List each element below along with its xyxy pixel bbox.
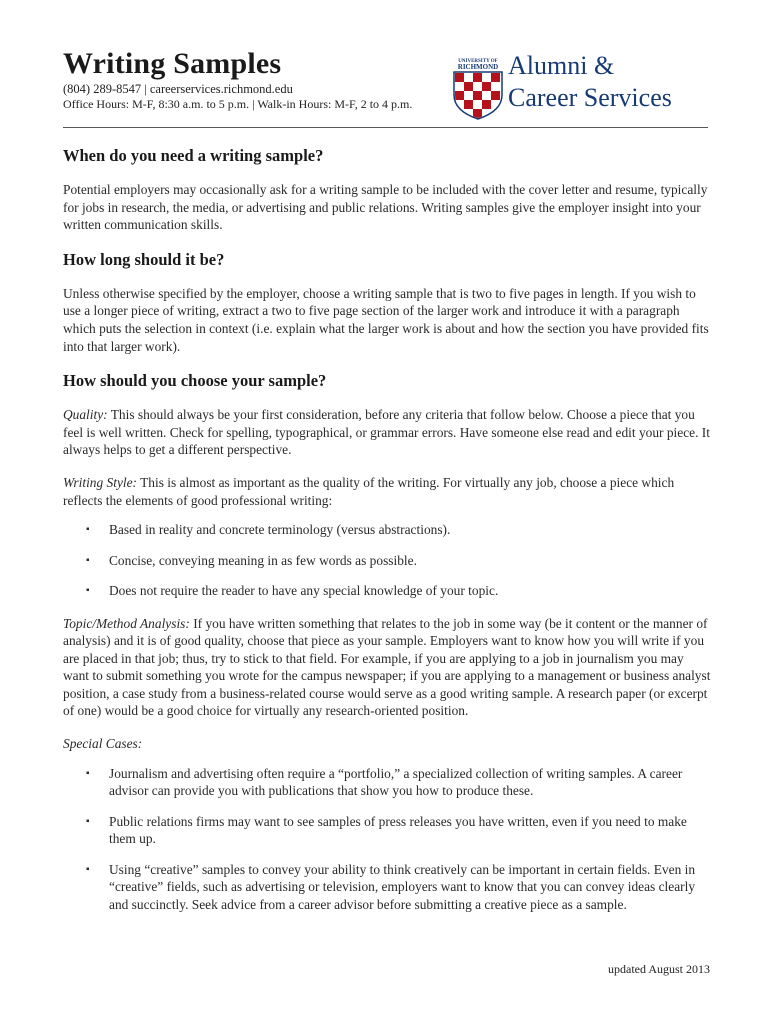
header-divider: [63, 127, 708, 128]
topic-method-label: Topic/Method Analysis:: [63, 615, 190, 631]
contact-line: (804) 289-8547 | careerservices.richmond.edu: [63, 82, 293, 96]
university-shield-logo: [448, 55, 508, 120]
writing-style-text: This is almost as important as the quality of the writing. For virtually any job, choose a piece which reflects the elements of good professional writing:: [63, 474, 675, 508]
logo-text-top: UNIVERSITY OF: [458, 59, 498, 64]
special-cases-label: Special Cases:: [63, 736, 143, 752]
paragraph-how-long: Unless otherwise specified by the employer, choose a writing sample that is two to five pages in length. If you wish to use a longer piece of writing, extract a two to five page section of the larger work and introduce it with a paragraph which puts the selection in context (i.e. explain what the larger work is about and how the section you have provided fits into that larger work).: [63, 285, 709, 354]
bullet-icon: ▪: [86, 815, 90, 827]
office-hours-line: Office Hours: M-F, 8:30 a.m. to 5 p.m. | Walk-in Hours: M-F, 2 to 4 p.m.: [63, 97, 413, 111]
bullet-icon: ▪: [86, 524, 90, 536]
list-item: ▪ Does not require the reader to have any special knowledge of your topic.: [86, 582, 499, 598]
bullet-icon: ▪: [86, 584, 90, 596]
document-body: [63, 145, 711, 913]
quality-label: Quality:: [63, 407, 108, 423]
list-item: ▪ Based in reality and concrete terminology (versus abstractions).: [86, 522, 451, 538]
list-item: ▪ Journalism and advertising often require a “portfolio,” a specialized collection of writing samples. A career advisor can provide you with publications that show you how to produce these.: [86, 765, 683, 799]
paragraph-quality: [63, 406, 711, 459]
brand-line-1: Alumni &: [508, 51, 615, 80]
brand-name: [508, 50, 672, 114]
page-title: Writing Samples: [63, 47, 282, 80]
logo-text-bottom: RICHMOND: [457, 63, 499, 71]
updated-date: updated August 2013: [608, 962, 710, 976]
writing-style-label: Writing Style:: [63, 474, 138, 490]
topic-method-text: If you have written something that relates to the job in some way (be it content or the manner of analysis) and it is of good quality, choose that piece as your sample. Employers want to know how you will write if you are placed in that job; thus, try to stick to that field. For example, if you are applying to a job in journalism you may want to submit something you wrote for the campus newspaper; if you are applying to a management or business analyst position, a case study from a business-related course would serve as a good writing sample. A research paper (or excerpt of one) would be a good choice for virtually any research-oriented position.: [63, 615, 711, 719]
list-item: ▪ Concise, conveying meaning in as few words as possible.: [86, 552, 417, 568]
paragraph-topic-method: [63, 615, 711, 721]
paragraph-writing-style: [63, 474, 711, 509]
list-item: ▪ Using “creative” samples to convey your ability to think creatively can be important in certain fields. Even in “creative” fields, such as advertising or television, employers want to know that you can convey ideas clearly and succinctly. Seek advice from a career advisor before submitting a creative piece as a sample.: [86, 861, 696, 912]
quality-text: This should always be your first consideration, before any criteria that follow below. Choose a piece that you feel is well written. Check for spelling, typographical, or grammar errors. Have someone else read and edit your piece. It always helps to get a different perspective.: [63, 407, 710, 458]
paragraph-when: Potential employers may occasionally ask for a writing sample to be included with the cover letter and resume, typically for jobs in research, the media, or advertising and public relations. Writing samples give the employer insight into your written communication skills.: [63, 182, 708, 233]
heading-when: When do you need a writing sample?: [63, 146, 324, 165]
list-item: ▪ Public relations firms may want to see samples of press releases you have written, even if you need to make them up.: [86, 813, 687, 847]
bullet-icon: ▪: [86, 767, 90, 779]
bullet-icon: ▪: [86, 554, 90, 566]
heading-choose: How should you choose your sample?: [63, 371, 327, 391]
writing-style-list: [63, 521, 711, 599]
brand-line-2: Career Services: [508, 83, 672, 112]
special-cases-list: [63, 765, 711, 914]
heading-how-long: How long should it be?: [63, 249, 225, 269]
bullet-icon: ▪: [86, 863, 90, 875]
